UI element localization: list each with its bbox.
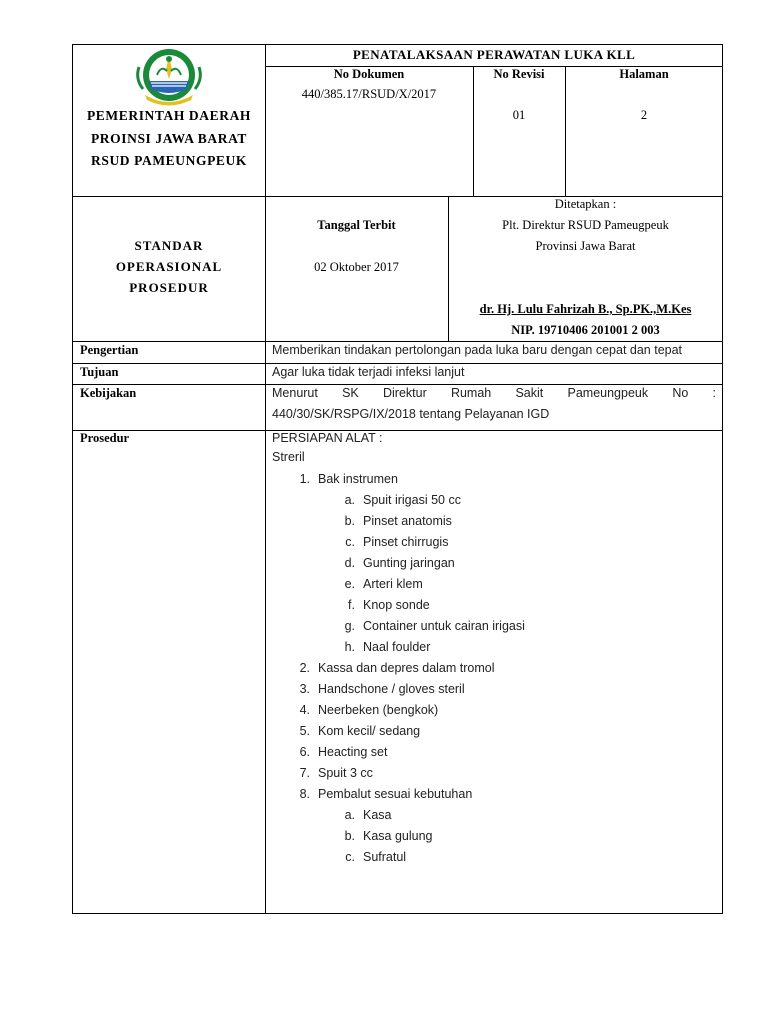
procedure-item [291,742,387,763]
no-revisi-label: No Revisi [493,67,545,81]
procedure-item [335,805,392,826]
kebijakan-line-1: Menurut SK Direktur Rumah Sakit Pameungpeuk No : [272,386,716,400]
org-line-2: PROINSI JAWA BARAT [90,131,248,146]
procedure-item [291,721,420,742]
tanggal-terbit-value: 02 Oktober 2017 [314,260,399,274]
kebijakan-label: Kebijakan [80,386,137,400]
procedure-item [335,532,448,553]
org-line-1: PEMERINTAH DAERAH [86,108,252,123]
sop-document [72,44,723,914]
procedure-item [291,658,494,679]
kebijakan-line-2: 440/30/SK/RSPG/IX/2018 tentang Pelayanan IGD [272,407,550,421]
procedure-item-marker: 7. [299,766,310,780]
no-dokumen-label: No Dokumen [333,67,405,81]
procedure-item-marker: g. [344,619,355,633]
prosedur-label: Prosedur [80,431,130,445]
province-name: Provinsi Jawa Barat [535,239,636,253]
sop-line-2: OPERASIONAL [115,259,223,274]
procedure-item-marker: a. [344,493,355,507]
procedure-item-marker: d. [344,556,355,570]
procedure-item-text: Bak instrumen [318,472,398,486]
procedure-item [291,784,472,805]
procedure-item-text: Naal foulder [363,640,431,654]
org-line-3: RSUD PAMEUNGPEUK [91,153,247,168]
procedure-item-text: Arteri klem [363,577,423,591]
signer-nip: NIP. 19710406 201001 2 003 [511,323,660,337]
tujuan-label: Tujuan [80,365,119,379]
procedure-item-text: Spuit 3 cc [318,766,373,780]
procedure-item-text: Kasa gulung [363,829,433,843]
procedure-item-marker: e. [344,577,355,591]
procedure-item-text: Pembalut sesuai kebutuhan [318,787,473,801]
procedure-item-marker: 2. [299,661,310,675]
procedure-item-text: Pinset anatomis [363,514,452,528]
tujuan-text: Agar luka tidak terjadi infeksi lanjut [272,365,465,379]
procedure-item-marker: c. [345,850,355,864]
procedure-item-marker: c. [345,535,355,549]
procedure-item-marker: h. [344,640,355,654]
procedure-item-marker: 1. [299,472,310,486]
procedure-item [335,595,430,616]
procedure-item [335,847,406,868]
document-title: PENATALAKSAAN PERAWATAN LUKA KLL [352,47,636,62]
procedure-item-text: Knop sonde [363,598,430,612]
procedure-item [335,616,525,637]
procedure-item-text: Kom kecil/ sedang [318,724,421,738]
sop-line-3: PROSEDUR [129,280,209,295]
procedure-item-text: Neerbeken (bengkok) [318,703,439,717]
procedure-item-marker: f. [348,598,355,612]
prosedur-heading: PERSIAPAN ALAT : [272,431,383,445]
procedure-item-marker: b. [344,514,355,528]
procedure-item [335,490,461,511]
procedure-item-text: Pinset chirrugis [363,535,449,549]
procedure-item-marker: 6. [299,745,310,759]
procedure-item-text: Container untuk cairan irigasi [363,619,525,633]
procedure-item [291,763,373,784]
procedure-item-marker: 4. [299,703,310,717]
procedure-item-text: Kasa [363,808,392,822]
no-dokumen-value: 440/385.17/RSUD/X/2017 [301,87,437,101]
procedure-item [335,553,455,574]
signer-name: dr. Hj. Lulu Fahrizah B., Sp.PK.,M.Kes [479,302,692,316]
procedure-item-marker: 5. [299,724,310,738]
halaman-label: Halaman [619,67,669,81]
procedure-item-marker: b. [344,829,355,843]
procedure-item [291,700,438,721]
procedure-item-marker: 3. [299,682,310,696]
prosedur-subheading: Streril [272,450,305,464]
procedure-item-text: Sufratul [363,850,407,864]
procedure-item [335,511,452,532]
pengertian-label: Pengertian [80,343,139,357]
procedure-item [335,574,423,595]
procedure-item-marker: 8. [299,787,310,801]
procedure-item-marker: a. [344,808,355,822]
ditetapkan-label: Ditetapkan : [554,197,617,211]
halaman-value: 2 [640,108,648,122]
procedure-item [335,637,430,658]
procedure-item [335,826,433,847]
director-title: Plt. Direktur RSUD Pameugpeuk [502,218,669,232]
procedure-item [291,679,465,700]
pengertian-text: Memberikan tindakan pertolongan pada luka baru dengan cepat dan tepat [272,343,683,357]
procedure-item-text: Spuit irigasi 50 cc [363,493,461,507]
tanggal-terbit-label: Tanggal Terbit [317,218,396,232]
procedure-item-text: Handschone / gloves steril [318,682,465,696]
no-revisi-value: 01 [512,108,526,122]
west-java-emblem-icon [131,45,207,107]
procedure-item-text: Kassa dan depres dalam tromol [318,661,495,675]
sop-line-1: STANDAR [134,238,204,253]
procedure-item [291,469,398,490]
procedure-item-text: Heacting set [318,745,388,759]
procedure-item-text: Gunting jaringan [363,556,455,570]
